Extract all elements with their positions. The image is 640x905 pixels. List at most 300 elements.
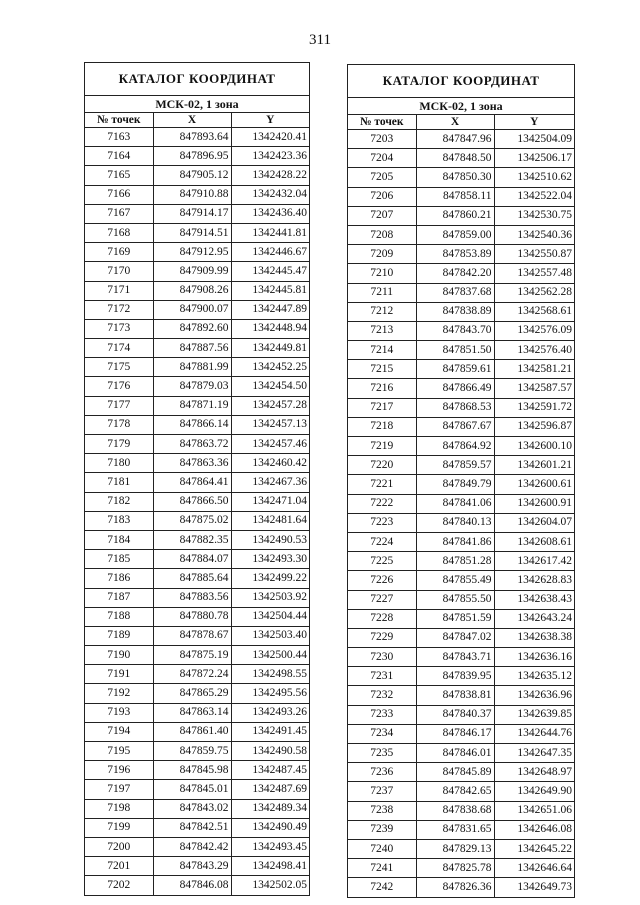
point-number-cell: 7184 — [85, 530, 153, 549]
point-number-cell: 7213 — [348, 321, 416, 340]
x-coordinate-cell: 847840.13 — [416, 513, 494, 532]
y-coordinate-cell: 1342495.56 — [231, 684, 309, 703]
table-row — [348, 187, 574, 206]
table-row — [85, 339, 309, 358]
y-coordinate-cell: 1342540.36 — [494, 225, 574, 244]
point-number-cell: 7230 — [348, 648, 416, 667]
point-number-cell: 7236 — [348, 763, 416, 782]
point-number-cell: 7217 — [348, 398, 416, 417]
y-coordinate-cell: 1342601.21 — [494, 456, 574, 475]
table-row — [348, 628, 574, 647]
table-row — [348, 341, 574, 360]
x-coordinate-cell: 847882.35 — [153, 530, 231, 549]
x-coordinate-cell: 847887.56 — [153, 339, 231, 358]
y-coordinate-cell: 1342504.09 — [494, 130, 574, 149]
table-row — [348, 724, 574, 743]
x-coordinate-cell: 847855.49 — [416, 571, 494, 590]
point-number-cell: 7195 — [85, 742, 153, 761]
x-coordinate-cell: 847864.92 — [416, 437, 494, 456]
y-coordinate-cell: 1342644.76 — [494, 724, 574, 743]
x-coordinate-cell: 847875.19 — [153, 646, 231, 665]
table-row — [85, 588, 309, 607]
y-coordinate-cell: 1342617.42 — [494, 552, 574, 571]
table-row — [348, 398, 574, 417]
table-row — [348, 782, 574, 801]
table-row — [85, 550, 309, 569]
y-coordinate-cell: 1342467.36 — [231, 473, 309, 492]
y-coordinate-cell: 1342504.44 — [231, 607, 309, 626]
x-coordinate-cell: 847848.50 — [416, 149, 494, 168]
point-number-cell: 7174 — [85, 339, 153, 358]
y-coordinate-cell: 1342445.81 — [231, 281, 309, 300]
y-coordinate-cell: 1342489.34 — [231, 799, 309, 818]
table-row — [348, 878, 574, 897]
table-row — [85, 722, 309, 741]
table-row — [348, 648, 574, 667]
y-coordinate-cell: 1342645.22 — [494, 839, 574, 858]
point-number-cell: 7177 — [85, 396, 153, 415]
y-coordinate-cell: 1342648.97 — [494, 763, 574, 782]
table-row — [85, 876, 309, 895]
y-coordinate-cell: 1342608.61 — [494, 532, 574, 551]
y-coordinate-cell: 1342506.17 — [494, 149, 574, 168]
x-coordinate-cell: 847845.98 — [153, 761, 231, 780]
table-row — [85, 665, 309, 684]
point-number-cell: 7182 — [85, 492, 153, 511]
x-coordinate-cell: 847845.01 — [153, 780, 231, 799]
x-coordinate-cell: 847847.02 — [416, 628, 494, 647]
x-coordinate-cell: 847843.71 — [416, 648, 494, 667]
x-coordinate-cell: 847841.06 — [416, 494, 494, 513]
column-header-x: X — [153, 113, 231, 128]
point-number-cell: 7239 — [348, 820, 416, 839]
table-row — [85, 166, 309, 185]
y-coordinate-cell: 1342441.81 — [231, 223, 309, 242]
x-coordinate-cell: 847881.99 — [153, 358, 231, 377]
point-number-cell: 7234 — [348, 724, 416, 743]
point-number-cell: 7229 — [348, 628, 416, 647]
y-coordinate-cell: 1342490.58 — [231, 742, 309, 761]
catalog-zone: МСК-02, 1 зона — [348, 98, 574, 115]
table-row — [348, 513, 574, 532]
table-row — [348, 417, 574, 436]
x-coordinate-cell: 847849.79 — [416, 475, 494, 494]
y-coordinate-cell: 1342487.69 — [231, 780, 309, 799]
table-row — [348, 859, 574, 878]
point-number-cell: 7241 — [348, 859, 416, 878]
x-coordinate-cell: 847863.72 — [153, 435, 231, 454]
table-row — [348, 667, 574, 686]
point-number-cell: 7176 — [85, 377, 153, 396]
y-coordinate-cell: 1342491.45 — [231, 722, 309, 741]
x-coordinate-cell: 847866.49 — [416, 379, 494, 398]
y-coordinate-cell: 1342445.47 — [231, 262, 309, 281]
point-number-cell: 7167 — [85, 204, 153, 223]
table-row — [348, 283, 574, 302]
y-coordinate-cell: 1342550.87 — [494, 245, 574, 264]
point-number-cell: 7165 — [85, 166, 153, 185]
x-coordinate-cell: 847868.53 — [416, 398, 494, 417]
table-row — [85, 243, 309, 262]
point-number-cell: 7169 — [85, 243, 153, 262]
table-row — [348, 130, 574, 149]
point-number-cell: 7237 — [348, 782, 416, 801]
point-number-cell: 7202 — [85, 876, 153, 895]
y-coordinate-cell: 1342454.50 — [231, 377, 309, 396]
x-coordinate-cell: 847840.37 — [416, 705, 494, 724]
x-coordinate-cell: 847855.50 — [416, 590, 494, 609]
point-number-cell: 7185 — [85, 550, 153, 569]
table-row — [85, 223, 309, 242]
x-coordinate-cell: 847883.56 — [153, 588, 231, 607]
x-coordinate-cell: 847859.75 — [153, 742, 231, 761]
y-coordinate-cell: 1342649.73 — [494, 878, 574, 897]
y-coordinate-cell: 1342493.30 — [231, 550, 309, 569]
y-coordinate-cell: 1342490.49 — [231, 818, 309, 837]
x-coordinate-cell: 847860.21 — [416, 206, 494, 225]
y-coordinate-cell: 1342498.55 — [231, 665, 309, 684]
y-coordinate-cell: 1342490.53 — [231, 530, 309, 549]
table-row — [348, 763, 574, 782]
y-coordinate-cell: 1342557.48 — [494, 264, 574, 283]
x-coordinate-cell: 847845.89 — [416, 763, 494, 782]
x-coordinate-cell: 847841.86 — [416, 532, 494, 551]
point-number-cell: 7183 — [85, 511, 153, 530]
point-number-cell: 7215 — [348, 360, 416, 379]
y-coordinate-cell: 1342647.35 — [494, 744, 574, 763]
x-coordinate-cell: 847866.14 — [153, 415, 231, 434]
y-coordinate-cell: 1342432.04 — [231, 185, 309, 204]
table-row — [85, 358, 309, 377]
point-number-cell: 7224 — [348, 532, 416, 551]
table-row — [85, 185, 309, 204]
point-number-cell: 7194 — [85, 722, 153, 741]
y-coordinate-cell: 1342651.06 — [494, 801, 574, 820]
point-number-cell: 7181 — [85, 473, 153, 492]
x-coordinate-cell: 847839.95 — [416, 667, 494, 686]
x-coordinate-cell: 847825.78 — [416, 859, 494, 878]
point-number-cell: 7200 — [85, 837, 153, 856]
table-row — [85, 837, 309, 856]
point-number-cell: 7225 — [348, 552, 416, 571]
point-number-cell: 7192 — [85, 684, 153, 703]
table-header-row — [85, 113, 309, 128]
x-coordinate-cell: 847872.24 — [153, 665, 231, 684]
x-coordinate-cell: 847875.02 — [153, 511, 231, 530]
point-number-cell: 7168 — [85, 223, 153, 242]
point-number-cell: 7211 — [348, 283, 416, 302]
table-row — [348, 225, 574, 244]
point-number-cell: 7240 — [348, 839, 416, 858]
y-coordinate-cell: 1342420.41 — [231, 128, 309, 147]
table-row — [348, 744, 574, 763]
point-number-cell: 7232 — [348, 686, 416, 705]
point-number-cell: 7231 — [348, 667, 416, 686]
x-coordinate-cell: 847909.99 — [153, 262, 231, 281]
table-row — [85, 396, 309, 415]
table-row — [85, 742, 309, 761]
point-number-cell: 7233 — [348, 705, 416, 724]
catalog-zone: МСК-02, 1 зона — [85, 96, 309, 113]
table-row — [85, 857, 309, 876]
x-coordinate-cell: 847864.41 — [153, 473, 231, 492]
y-coordinate-cell: 1342522.04 — [494, 187, 574, 206]
point-number-cell: 7173 — [85, 319, 153, 338]
x-coordinate-cell: 847859.00 — [416, 225, 494, 244]
x-coordinate-cell: 847846.01 — [416, 744, 494, 763]
y-coordinate-cell: 1342628.83 — [494, 571, 574, 590]
x-coordinate-cell: 847871.19 — [153, 396, 231, 415]
table-row — [348, 494, 574, 513]
x-coordinate-cell: 847853.89 — [416, 245, 494, 264]
table-row — [85, 377, 309, 396]
x-coordinate-cell: 847842.20 — [416, 264, 494, 283]
point-number-cell: 7203 — [348, 130, 416, 149]
point-number-cell: 7218 — [348, 417, 416, 436]
y-coordinate-cell: 1342498.41 — [231, 857, 309, 876]
point-number-cell: 7163 — [85, 128, 153, 147]
table-row — [348, 264, 574, 283]
table-row — [85, 262, 309, 281]
table-row — [348, 571, 574, 590]
y-coordinate-cell: 1342428.22 — [231, 166, 309, 185]
x-coordinate-cell: 847843.02 — [153, 799, 231, 818]
y-coordinate-cell: 1342503.40 — [231, 626, 309, 645]
x-coordinate-cell: 847896.95 — [153, 147, 231, 166]
x-coordinate-cell: 847850.30 — [416, 168, 494, 187]
x-coordinate-cell: 847914.17 — [153, 204, 231, 223]
y-coordinate-cell: 1342600.91 — [494, 494, 574, 513]
column-header-y: Y — [231, 113, 309, 128]
y-coordinate-cell: 1342487.45 — [231, 761, 309, 780]
y-coordinate-cell: 1342591.72 — [494, 398, 574, 417]
coordinate-catalog-right — [347, 64, 575, 898]
catalog-title: КАТАЛОГ КООРДИНАТ — [85, 63, 309, 96]
point-number-cell: 7220 — [348, 456, 416, 475]
y-coordinate-cell: 1342481.64 — [231, 511, 309, 530]
point-number-cell: 7204 — [348, 149, 416, 168]
point-number-cell: 7206 — [348, 187, 416, 206]
table-row — [85, 300, 309, 319]
catalog-title: КАТАЛОГ КООРДИНАТ — [348, 65, 574, 98]
x-coordinate-cell: 847838.81 — [416, 686, 494, 705]
y-coordinate-cell: 1342581.21 — [494, 360, 574, 379]
y-coordinate-cell: 1342457.13 — [231, 415, 309, 434]
point-number-cell: 7212 — [348, 302, 416, 321]
y-coordinate-cell: 1342460.42 — [231, 454, 309, 473]
x-coordinate-cell: 847885.64 — [153, 569, 231, 588]
y-coordinate-cell: 1342646.64 — [494, 859, 574, 878]
table-row — [85, 415, 309, 434]
y-coordinate-cell: 1342646.08 — [494, 820, 574, 839]
x-coordinate-cell: 847846.17 — [416, 724, 494, 743]
y-coordinate-cell: 1342638.43 — [494, 590, 574, 609]
column-header-y: Y — [494, 115, 574, 130]
table-row — [348, 686, 574, 705]
y-coordinate-cell: 1342449.81 — [231, 339, 309, 358]
x-coordinate-cell: 847846.08 — [153, 876, 231, 895]
point-number-cell: 7196 — [85, 761, 153, 780]
table-row — [85, 204, 309, 223]
x-coordinate-cell: 847866.50 — [153, 492, 231, 511]
y-coordinate-cell: 1342562.28 — [494, 283, 574, 302]
x-coordinate-cell: 847865.29 — [153, 684, 231, 703]
table-row — [348, 168, 574, 187]
x-coordinate-cell: 847826.36 — [416, 878, 494, 897]
x-coordinate-cell: 847880.78 — [153, 607, 231, 626]
y-coordinate-cell: 1342604.07 — [494, 513, 574, 532]
y-coordinate-cell: 1342502.05 — [231, 876, 309, 895]
y-coordinate-cell: 1342423.36 — [231, 147, 309, 166]
coordinate-catalog-left — [84, 62, 310, 896]
y-coordinate-cell: 1342649.90 — [494, 782, 574, 801]
table-row — [348, 590, 574, 609]
point-number-cell: 7235 — [348, 744, 416, 763]
point-number-cell: 7207 — [348, 206, 416, 225]
point-number-cell: 7179 — [85, 435, 153, 454]
point-number-cell: 7223 — [348, 513, 416, 532]
point-number-cell: 7170 — [85, 262, 153, 281]
x-coordinate-cell: 847859.57 — [416, 456, 494, 475]
x-coordinate-cell: 847851.59 — [416, 609, 494, 628]
y-coordinate-cell: 1342643.24 — [494, 609, 574, 628]
table-row — [348, 705, 574, 724]
table-row — [85, 684, 309, 703]
x-coordinate-cell: 847905.12 — [153, 166, 231, 185]
y-coordinate-cell: 1342596.87 — [494, 417, 574, 436]
table-row — [348, 302, 574, 321]
point-number-cell: 7190 — [85, 646, 153, 665]
table-row — [348, 245, 574, 264]
y-coordinate-cell: 1342471.04 — [231, 492, 309, 511]
y-coordinate-cell: 1342493.45 — [231, 837, 309, 856]
table-row — [85, 703, 309, 722]
y-coordinate-cell: 1342503.92 — [231, 588, 309, 607]
x-coordinate-cell: 847879.03 — [153, 377, 231, 396]
table-row — [85, 530, 309, 549]
x-coordinate-cell: 847858.11 — [416, 187, 494, 206]
point-number-cell: 7205 — [348, 168, 416, 187]
x-coordinate-cell: 847851.28 — [416, 552, 494, 571]
table-row — [348, 360, 574, 379]
table-row — [85, 454, 309, 473]
y-coordinate-cell: 1342576.40 — [494, 341, 574, 360]
x-coordinate-cell: 847863.36 — [153, 454, 231, 473]
point-number-cell: 7242 — [348, 878, 416, 897]
point-number-cell: 7191 — [85, 665, 153, 684]
y-coordinate-cell: 1342446.67 — [231, 243, 309, 262]
table-row — [348, 609, 574, 628]
y-coordinate-cell: 1342457.28 — [231, 396, 309, 415]
y-coordinate-cell: 1342600.10 — [494, 437, 574, 456]
x-coordinate-cell: 847842.65 — [416, 782, 494, 801]
table-row — [85, 147, 309, 166]
point-number-cell: 7228 — [348, 609, 416, 628]
point-number-cell: 7201 — [85, 857, 153, 876]
x-coordinate-cell: 847837.68 — [416, 283, 494, 302]
table-header-row — [348, 115, 574, 130]
table-row — [348, 820, 574, 839]
x-coordinate-cell: 847851.50 — [416, 341, 494, 360]
point-number-cell: 7216 — [348, 379, 416, 398]
y-coordinate-cell: 1342636.96 — [494, 686, 574, 705]
x-coordinate-cell: 847843.70 — [416, 321, 494, 340]
table-row — [348, 437, 574, 456]
x-coordinate-cell: 847884.07 — [153, 550, 231, 569]
point-number-cell: 7189 — [85, 626, 153, 645]
table-row — [348, 552, 574, 571]
x-coordinate-cell: 847867.67 — [416, 417, 494, 436]
y-coordinate-cell: 1342635.12 — [494, 667, 574, 686]
coordinate-table — [85, 113, 309, 895]
table-row — [348, 532, 574, 551]
point-number-cell: 7198 — [85, 799, 153, 818]
y-coordinate-cell: 1342587.57 — [494, 379, 574, 398]
y-coordinate-cell: 1342510.62 — [494, 168, 574, 187]
point-number-cell: 7210 — [348, 264, 416, 283]
point-number-cell: 7222 — [348, 494, 416, 513]
column-header-point-number: № точек — [85, 113, 153, 128]
y-coordinate-cell: 1342447.89 — [231, 300, 309, 319]
point-number-cell: 7164 — [85, 147, 153, 166]
y-coordinate-cell: 1342568.61 — [494, 302, 574, 321]
y-coordinate-cell: 1342500.44 — [231, 646, 309, 665]
point-number-cell: 7186 — [85, 569, 153, 588]
page-number: 311 — [309, 32, 331, 48]
table-row — [85, 128, 309, 147]
table-row — [348, 321, 574, 340]
x-coordinate-cell: 847829.13 — [416, 839, 494, 858]
coordinate-table — [348, 115, 574, 897]
table-row — [348, 206, 574, 225]
table-row — [85, 435, 309, 454]
point-number-cell: 7226 — [348, 571, 416, 590]
y-coordinate-cell: 1342636.16 — [494, 648, 574, 667]
x-coordinate-cell: 847861.40 — [153, 722, 231, 741]
x-coordinate-cell: 847859.61 — [416, 360, 494, 379]
table-row — [85, 473, 309, 492]
x-coordinate-cell: 847912.95 — [153, 243, 231, 262]
point-number-cell: 7193 — [85, 703, 153, 722]
x-coordinate-cell: 847847.96 — [416, 130, 494, 149]
table-row — [85, 799, 309, 818]
table-row — [85, 780, 309, 799]
point-number-cell: 7209 — [348, 245, 416, 264]
x-coordinate-cell: 847893.64 — [153, 128, 231, 147]
point-number-cell: 7187 — [85, 588, 153, 607]
table-row — [85, 607, 309, 626]
table-row — [348, 801, 574, 820]
x-coordinate-cell: 847842.51 — [153, 818, 231, 837]
y-coordinate-cell: 1342493.26 — [231, 703, 309, 722]
table-row — [348, 475, 574, 494]
y-coordinate-cell: 1342499.22 — [231, 569, 309, 588]
x-coordinate-cell: 847910.88 — [153, 185, 231, 204]
table-row — [85, 626, 309, 645]
x-coordinate-cell: 847831.65 — [416, 820, 494, 839]
point-number-cell: 7175 — [85, 358, 153, 377]
point-number-cell: 7238 — [348, 801, 416, 820]
x-coordinate-cell: 847842.42 — [153, 837, 231, 856]
point-number-cell: 7227 — [348, 590, 416, 609]
point-number-cell: 7178 — [85, 415, 153, 434]
x-coordinate-cell: 847914.51 — [153, 223, 231, 242]
point-number-cell: 7188 — [85, 607, 153, 626]
table-row — [85, 281, 309, 300]
x-coordinate-cell: 847908.26 — [153, 281, 231, 300]
x-coordinate-cell: 847838.89 — [416, 302, 494, 321]
table-row — [348, 149, 574, 168]
